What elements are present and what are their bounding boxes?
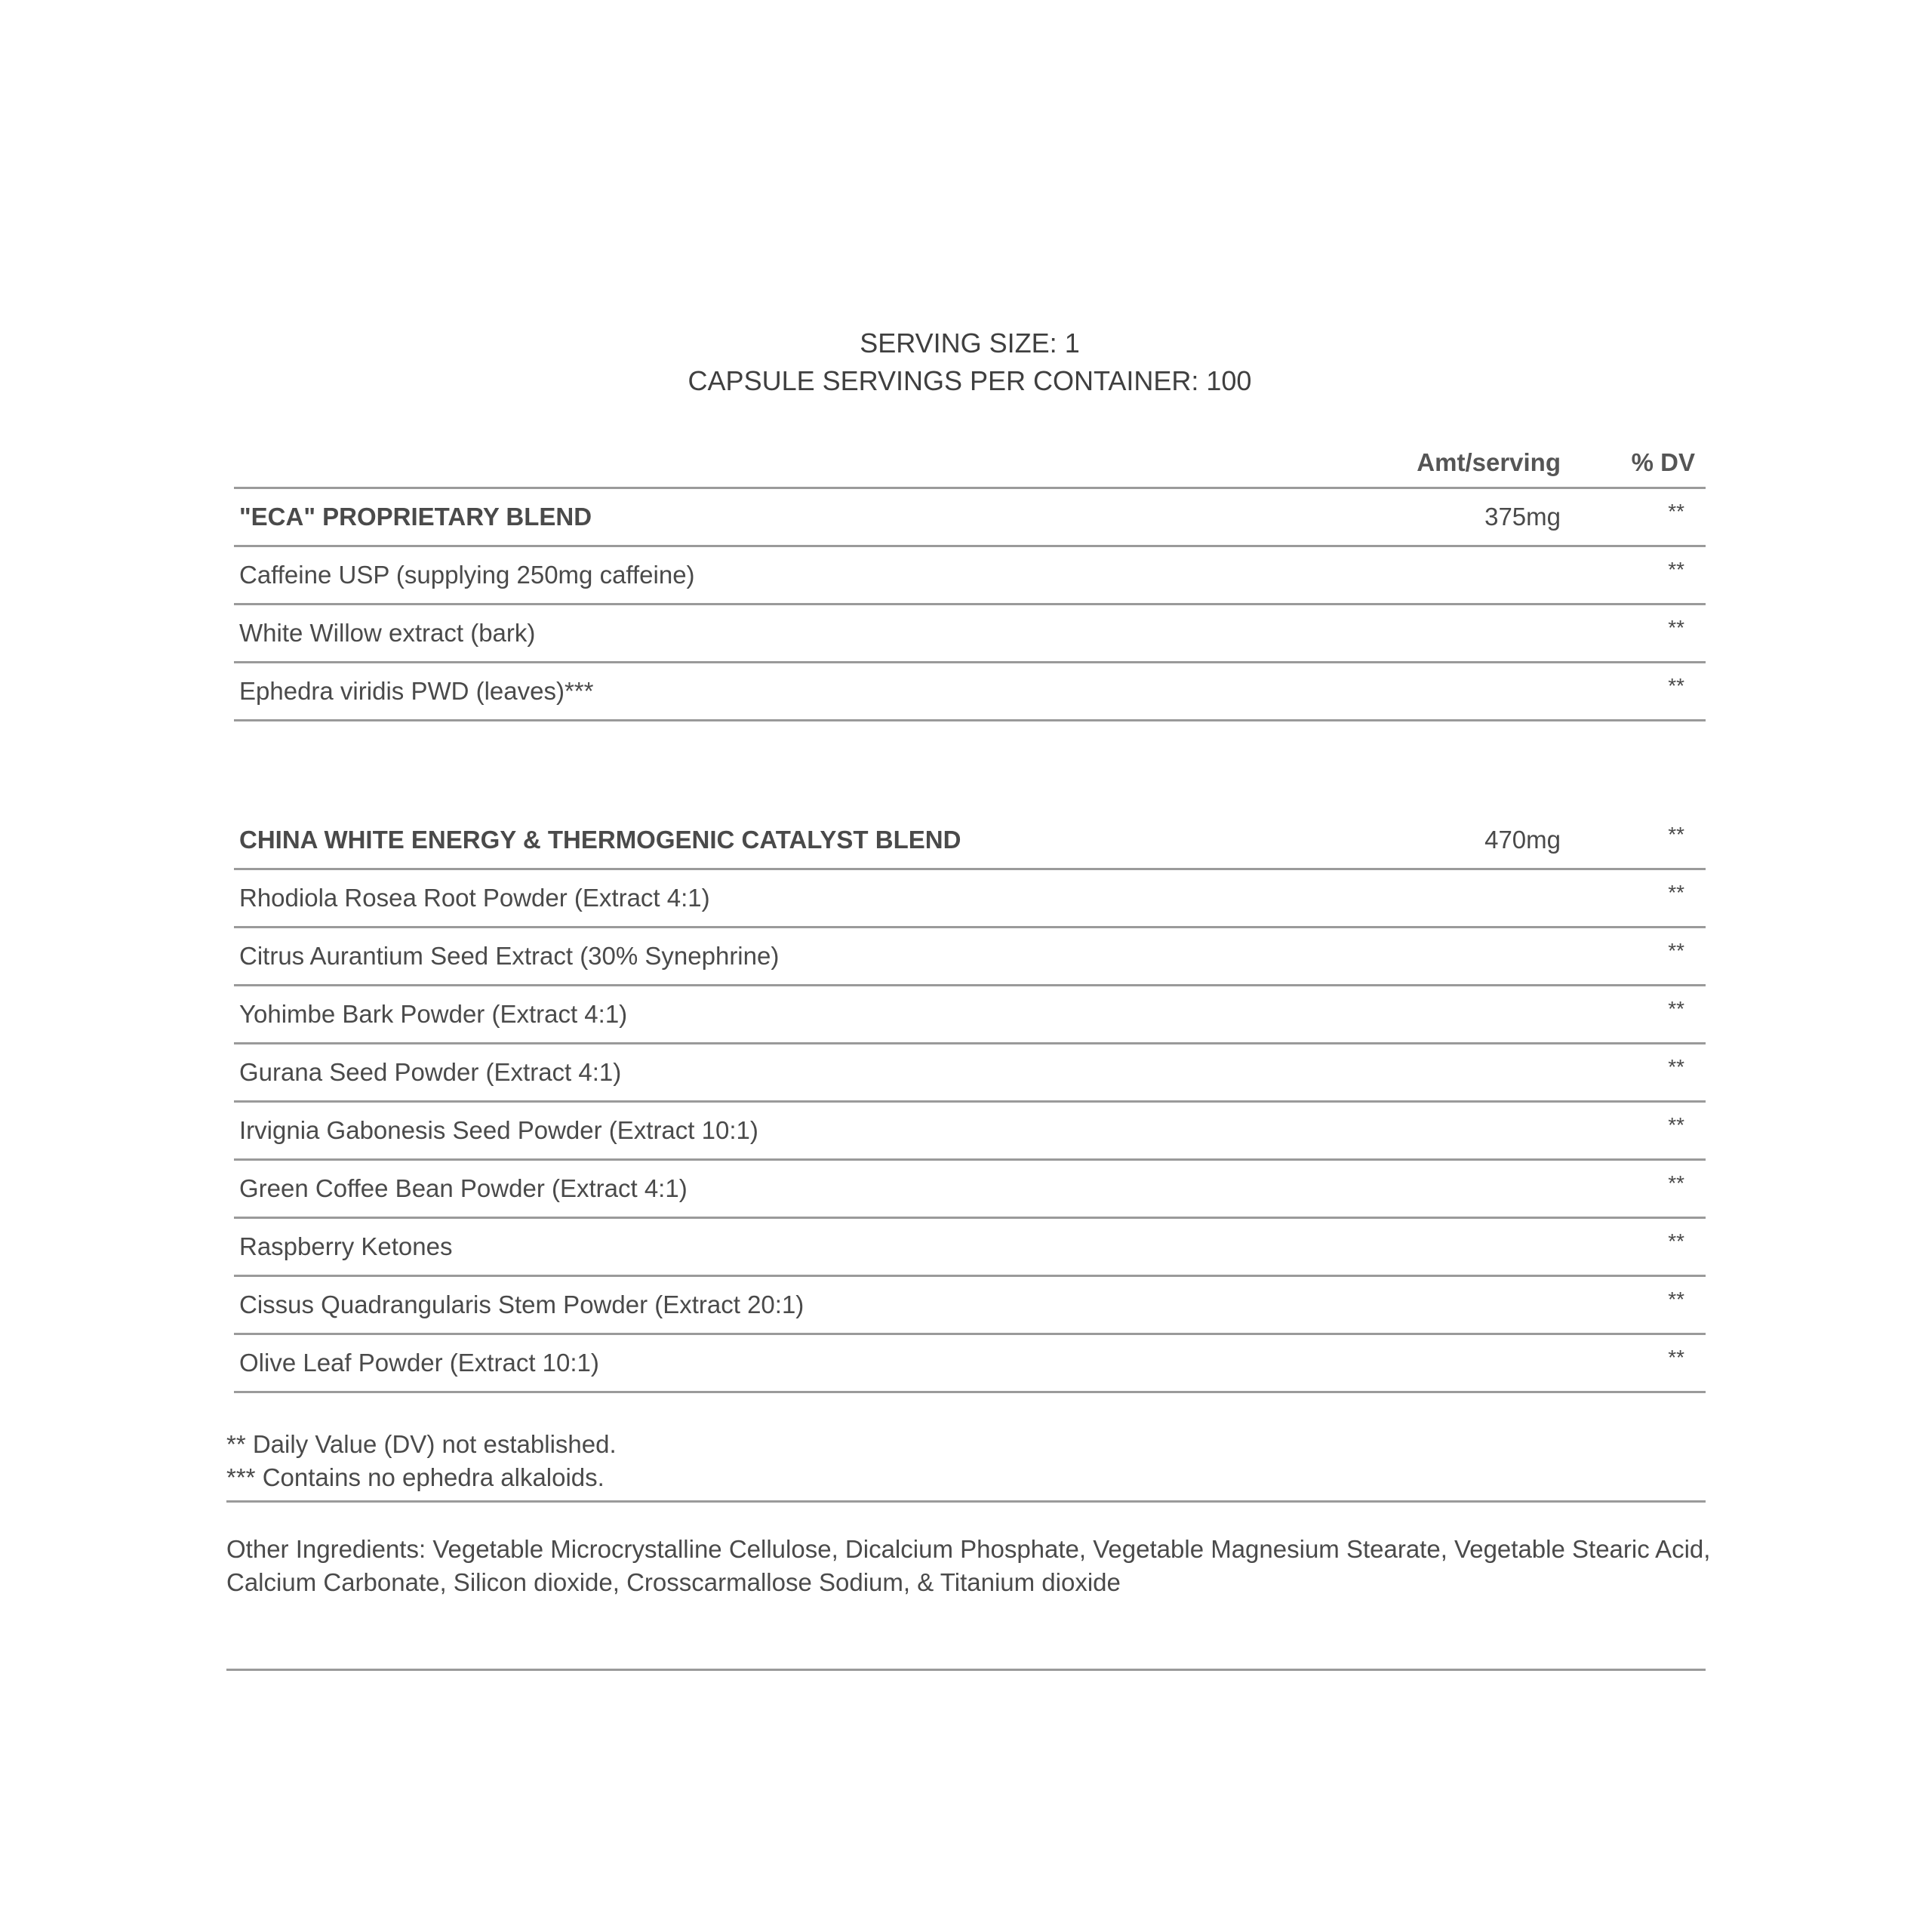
blend1-table xyxy=(234,487,1706,721)
ingredient-dv: ** xyxy=(1668,558,1684,581)
ingredient-dv: ** xyxy=(1668,881,1684,904)
ingredient-name: Yohimbe Bark Powder (Extract 4:1) xyxy=(239,1000,628,1028)
ingredient-name: Citrus Aurantium Seed Extract (30% Synephrine) xyxy=(239,942,780,970)
ingredient-name: Cissus Quadrangularis Stem Powder (Extract 20:1) xyxy=(239,1291,804,1318)
ingredient-name: Green Coffee Bean Powder (Extract 4:1) xyxy=(239,1174,688,1202)
table-row xyxy=(234,605,1706,663)
ingredient-dv: ** xyxy=(1668,616,1684,639)
blend2-header-row xyxy=(234,812,1706,870)
amt-serving-header: Amt/serving xyxy=(1417,448,1561,476)
table-row xyxy=(234,1103,1706,1161)
blend1-dv: ** xyxy=(1668,500,1684,523)
blend2-amount: 470mg xyxy=(1484,826,1561,854)
footnote-ephedra: *** Contains no ephedra alkaloids. xyxy=(226,1463,605,1491)
section-spacer xyxy=(234,721,1706,812)
blend1-amount: 375mg xyxy=(1484,503,1561,531)
ingredient-name: Ephedra viridis PWD (leaves)*** xyxy=(239,677,594,705)
table-row xyxy=(234,1161,1706,1219)
ingredient-dv: ** xyxy=(1668,1229,1684,1253)
blend2-name: CHINA WHITE ENERGY & THERMOGENIC CATALYST BLEND xyxy=(239,826,961,854)
other-ingredients-line1: Other Ingredients: Vegetable Microcrystalline Cellulose, Dicalcium Phosphate, Vegetable Magnesium Stearate, Vegetable Stearic Acid, xyxy=(226,1535,1711,1563)
blend1-name: "ECA" PROPRIETARY BLEND xyxy=(239,503,592,531)
table-row xyxy=(234,870,1706,928)
table-row xyxy=(234,663,1706,721)
table-row xyxy=(234,1219,1706,1277)
ingredient-name: Raspberry Ketones xyxy=(239,1232,453,1260)
table-row xyxy=(234,986,1706,1044)
ingredient-dv: ** xyxy=(1668,1113,1684,1137)
dv-header: % DV xyxy=(1631,448,1695,476)
servings-per-container: CAPSULE SERVINGS PER CONTAINER: 100 xyxy=(688,365,1252,396)
ingredient-dv: ** xyxy=(1668,1287,1684,1311)
ingredient-name: Caffeine USP (supplying 250mg caffeine) xyxy=(239,561,695,589)
serving-size: SERVING SIZE: 1 xyxy=(860,328,1080,358)
ingredient-dv: ** xyxy=(1668,1346,1684,1369)
ingredient-dv: ** xyxy=(1668,1055,1684,1078)
table-row xyxy=(234,1044,1706,1103)
ingredient-name: Rhodiola Rosea Root Powder (Extract 4:1) xyxy=(239,884,710,912)
serving-info xyxy=(234,325,1706,400)
table-row xyxy=(234,547,1706,605)
footnote-dv: ** Daily Value (DV) not established. xyxy=(226,1430,617,1458)
ingredient-dv: ** xyxy=(1668,1171,1684,1195)
ingredient-name: Irvignia Gabonesis Seed Powder (Extract 10:1) xyxy=(239,1116,758,1144)
ingredient-name: Gurana Seed Powder (Extract 4:1) xyxy=(239,1058,622,1086)
table-row xyxy=(234,1335,1706,1393)
other-ingredients-line2: Calcium Carbonate, Silicon dioxide, Crosscarmallose Sodium, & Titanium dioxide xyxy=(226,1568,1121,1596)
footnotes xyxy=(226,1428,1706,1503)
other-ingredients xyxy=(226,1533,1711,1671)
ingredient-dv: ** xyxy=(1668,674,1684,697)
ingredient-name: Olive Leaf Powder (Extract 10:1) xyxy=(239,1349,599,1377)
table-row xyxy=(234,1277,1706,1335)
blend2-table xyxy=(234,812,1706,1393)
column-headers xyxy=(234,400,1706,487)
table-row xyxy=(234,928,1706,986)
ingredient-dv: ** xyxy=(1668,997,1684,1020)
ingredient-name: White Willow extract (bark) xyxy=(239,619,536,647)
blend1-header-row xyxy=(234,489,1706,547)
ingredient-dv: ** xyxy=(1668,939,1684,962)
supplement-facts-panel xyxy=(226,325,1711,1671)
blend2-dv: ** xyxy=(1668,823,1684,846)
